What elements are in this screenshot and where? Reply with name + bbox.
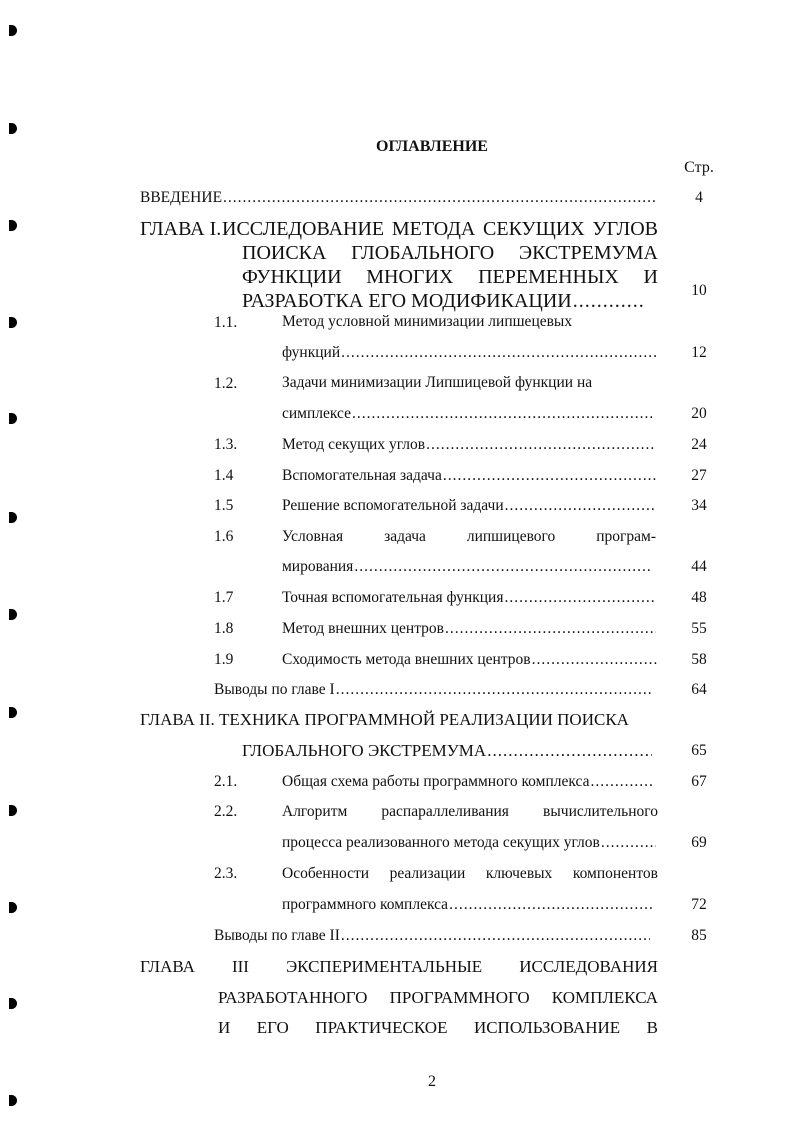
page-number: 44 (691, 558, 707, 575)
entry-text: РАЗРАБОТКА ЕГО МОДИФИКАЦИИ (242, 290, 572, 312)
page-number: 10 (691, 282, 707, 299)
dot-leader (443, 466, 656, 486)
chapter-title-line: РАЗРАБОТАННОГО ПРОГРАММНОГО КОМПЛЕКСА (218, 988, 658, 1007)
toc-entry (282, 557, 650, 577)
page-number: 69 (691, 834, 707, 851)
page-number: 20 (691, 405, 707, 422)
binding-mark (9, 413, 17, 424)
page-number: 34 (691, 497, 707, 514)
toc-entry (282, 833, 656, 853)
section-number: 2.2. (214, 803, 238, 820)
entry-text: Решение вспомогательной задачи (282, 497, 504, 514)
chapter-title-line (242, 741, 652, 761)
page-number: 58 (691, 651, 707, 668)
entry-text: симплексе (282, 405, 351, 422)
page-number: 27 (691, 467, 707, 484)
binding-mark (9, 805, 17, 816)
toc-entry (282, 588, 656, 608)
section-title: Условная задача липшицевого програм- (282, 528, 656, 545)
toc-entry-conclusions (214, 926, 650, 946)
chapter-title-line: ФУНКЦИИ МНОГИХ ПЕРЕМЕННЫХ И (242, 266, 658, 288)
section-number: 1.1. (214, 314, 238, 331)
entry-text: Выводы по главе II (214, 927, 340, 944)
section-title: Задачи минимизации Липшицевой функции на (282, 374, 593, 391)
section-title: Особенности реализации ключевых компонентов (282, 865, 658, 882)
toc-entry (282, 435, 654, 455)
dot-leader (352, 404, 652, 424)
chapter-title-line (242, 289, 646, 313)
page-number: 65 (691, 742, 707, 759)
section-number: 2.1. (214, 773, 238, 790)
binding-mark (9, 123, 17, 134)
section-number: 1.8 (214, 620, 234, 637)
dot-leader (445, 619, 656, 639)
entry-text: процесса реализованного метода секущих углов (282, 834, 600, 851)
binding-mark (9, 902, 17, 913)
toc-entry (282, 650, 658, 670)
page-number: 55 (691, 620, 707, 637)
chapter-title-line: ПОИСКА ГЛОБАЛЬНОГО ЭКСТРЕМУМА (242, 242, 658, 264)
toc-entry-intro (140, 188, 656, 208)
dot-leader (573, 289, 646, 313)
binding-mark (9, 609, 17, 620)
section-number: 1.5 (214, 497, 234, 514)
section-number: 1.3. (214, 436, 238, 453)
dot-leader (341, 926, 650, 946)
binding-mark (9, 1095, 17, 1106)
entry-text: Метод внешних центров (282, 620, 444, 637)
toc-entry-conclusions (214, 680, 652, 700)
section-number: 1.6 (214, 528, 234, 545)
binding-mark (9, 220, 17, 231)
binding-mark (9, 25, 17, 36)
section-number: 1.7 (214, 589, 234, 606)
entry-text: ВВЕДЕНИЕ (140, 189, 223, 206)
dot-leader (449, 895, 654, 915)
dot-leader (504, 588, 656, 608)
dot-leader (487, 741, 652, 761)
chapter-title-line: ИССЛЕДОВАНИЕ МЕТОДА СЕКУЩИХ УГЛОВ (222, 218, 658, 240)
toc-entry (282, 496, 656, 516)
page-number: 72 (691, 896, 707, 913)
binding-mark (9, 512, 17, 523)
entry-text: Сходимость метода внешних центров (282, 651, 531, 668)
dot-leader (601, 833, 656, 853)
dot-leader (336, 680, 652, 700)
entry-text: программного комплекса (282, 896, 449, 913)
page-number: 48 (691, 589, 707, 606)
section-number: 1.4 (214, 467, 234, 484)
dot-leader (505, 496, 656, 516)
toc-entry (282, 343, 656, 363)
page-number: 4 (695, 189, 703, 206)
entry-text: Метод секущих углов (282, 436, 426, 453)
page-folio: 2 (428, 1073, 436, 1090)
chapter-title-line: ГЛАВА II. ТЕХНИКА ПРОГРАММНОЙ РЕАЛИЗАЦИИ ПОИСКА (140, 710, 629, 729)
dot-leader (532, 650, 658, 670)
section-title: Алгоритм распараллеливания вычислительного (282, 803, 658, 820)
chapter-title-line: И ЕГО ПРАКТИЧЕСКОЕ ИСПОЛЬЗОВАНИЕ В (218, 1018, 658, 1037)
binding-mark (9, 707, 17, 718)
entry-text: мирования (282, 558, 354, 575)
page-number: 67 (691, 773, 707, 790)
page-number: 24 (691, 436, 707, 453)
binding-mark (9, 317, 17, 328)
entry-text: Точная вспомогательная функция (282, 589, 504, 606)
entry-text: Общая схема работы программного комплекса (282, 773, 590, 790)
page-title: ОГЛАВЛЕНИЕ (376, 138, 488, 155)
entry-text: функций (282, 344, 341, 361)
page-number: 85 (691, 927, 707, 944)
toc-entry (282, 619, 656, 639)
toc-entry (282, 466, 656, 486)
section-number: 1.2. (214, 375, 238, 392)
dot-leader (590, 772, 654, 792)
dot-leader (223, 188, 656, 208)
entry-text: Вспомогательная задача (282, 467, 442, 484)
entry-text: Выводы по главе I (214, 681, 335, 698)
binding-mark (9, 998, 17, 1009)
dot-leader (354, 557, 650, 577)
dot-leader (426, 435, 654, 455)
chapter-label: ГЛАВА I. (140, 218, 222, 240)
section-number: 1.9 (214, 651, 234, 668)
toc-entry (282, 404, 652, 424)
toc-entry (282, 895, 654, 915)
section-number: 2.3. (214, 865, 238, 882)
page-number: 12 (691, 344, 707, 361)
section-title: Метод условной минимизации липшецевых (282, 313, 573, 330)
entry-text: ГЛОБАЛЬНОГО ЭКСТРЕМУМА (242, 741, 487, 760)
toc-entry (282, 772, 654, 792)
pages-column-label: Стр. (684, 159, 714, 176)
page-number: 64 (691, 681, 707, 698)
chapter-title-line: ГЛАВА III ЭКСПЕРИМЕНТАЛЬНЫЕ ИССЛЕДОВАНИЯ (140, 957, 658, 976)
dot-leader (341, 343, 656, 363)
